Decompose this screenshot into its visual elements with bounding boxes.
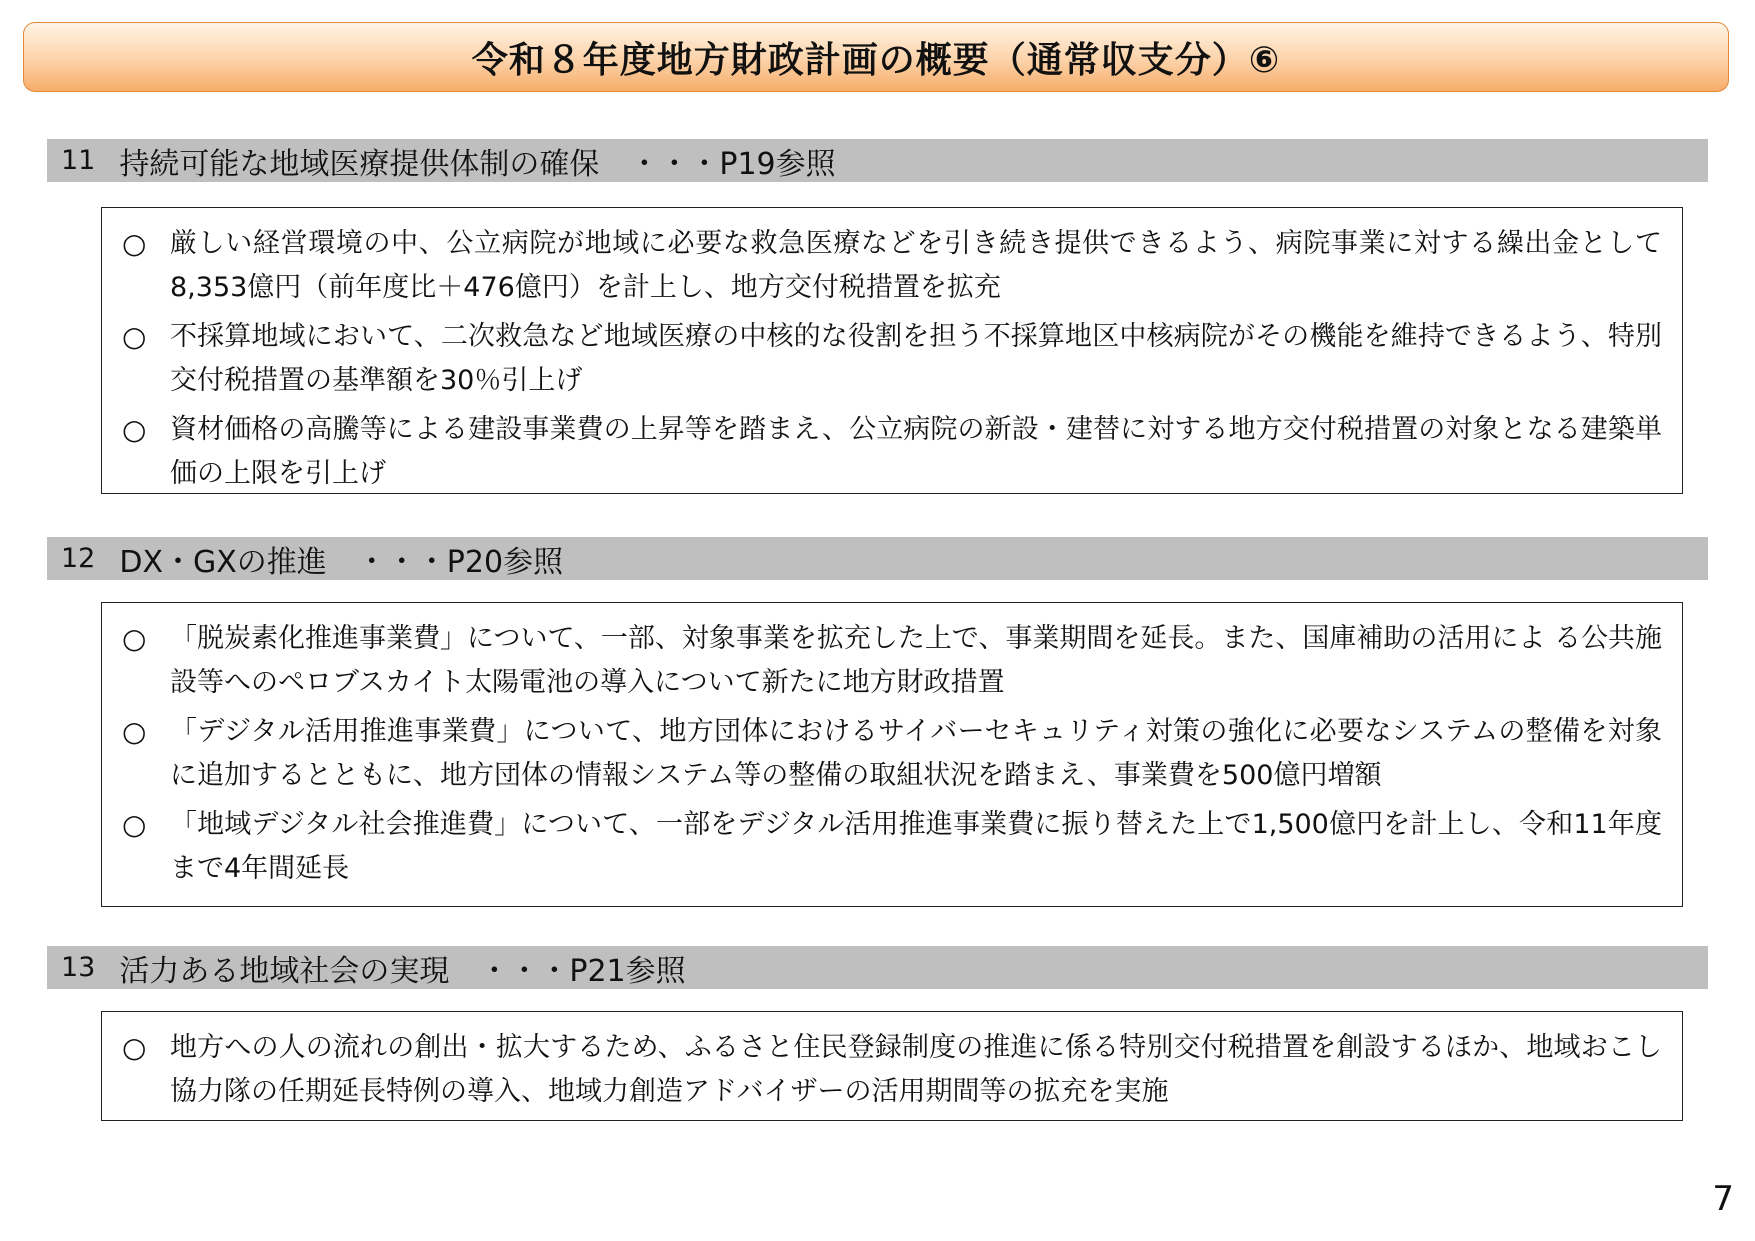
list-item-text: 資材価格の高騰等による建設事業費の上昇等を踏まえ、公立病院の新設・建替に対する地方交付税措置の対象となる建築単価の上限を引上げ — [170, 414, 1662, 489]
list-item-text: 「脱炭素化推進事業費」について、一部、対象事業を拡充した上で、事業期間を延長。また、国庫補助の活用によ る公共施設等へのペロブスカイト太陽電池の導入について新たに地方財政措置 — [170, 623, 1662, 698]
list-item-text: 厳しい経営環境の中、公立病院が地域に必要な救急医療などを引き続き提供できるよう、病院事業に対する繰出金として8,353億円（前年度比＋476億円）を計上し、地方交付税措置を拡充 — [170, 228, 1662, 303]
list-item — [122, 617, 1662, 705]
section-number: 12 — [61, 543, 96, 574]
circle-bullet-icon: ○ — [122, 808, 147, 841]
section-number: 13 — [61, 952, 96, 983]
section-box-12 — [101, 602, 1683, 907]
page-title: 令和８年度地方財政計画の概要（通常収支分）⑥ — [471, 39, 1281, 81]
list-item — [122, 222, 1662, 310]
section-box-13 — [101, 1011, 1683, 1121]
circle-bullet-icon: ○ — [122, 1031, 147, 1064]
circle-bullet-icon: ○ — [122, 413, 147, 446]
circle-bullet-icon: ○ — [122, 715, 147, 748]
section-heading: 持続可能な地域医療提供体制の確保 ・・・P19参照 — [119, 146, 836, 182]
section-number: 11 — [61, 145, 96, 176]
circle-bullet-icon: ○ — [122, 227, 147, 260]
list-item — [122, 315, 1662, 403]
page-number: 7 — [1712, 1179, 1734, 1219]
list-item-text: 「デジタル活用推進事業費」について、地方団体におけるサイバーセキュリティ対策の強化に必要なシステムの整備を対象に追加するとともに、地方団体の情報システム等の整備の取組状況を踏まえ、事業費を500億円増額 — [170, 716, 1662, 791]
list-item-text: 「地域デジタル社会推進費」について、一部をデジタル活用推進事業費に振り替えた上で1,500億円を計上し、令和11年度まで4年間延長 — [170, 809, 1662, 884]
list-item — [122, 408, 1662, 496]
section-heading: 活力ある地域社会の実現 ・・・P21参照 — [119, 953, 686, 989]
section-box-11 — [101, 207, 1683, 494]
section-heading: DX・GXの推進 ・・・P20参照 — [119, 544, 564, 580]
list-item — [122, 710, 1662, 798]
list-item — [122, 1026, 1662, 1114]
circle-bullet-icon: ○ — [122, 622, 147, 655]
section-header-11 — [47, 139, 1708, 182]
list-item — [122, 803, 1662, 891]
list-item-text: 不採算地域において、二次救急など地域医療の中核的な役割を担う不採算地区中核病院がその機能を維持できるよう、特別交付税措置の基準額を30％引上げ — [170, 321, 1662, 396]
list-item-text: 地方への人の流れの創出・拡大するため、ふるさと住民登録制度の推進に係る特別交付税措置を創設するほか、地域おこし協力隊の任期延長特例の導入、地域力創造アドバイザーの活用期間等の拡充を実施 — [170, 1032, 1662, 1107]
circle-bullet-icon: ○ — [122, 320, 147, 353]
section-header-13 — [47, 946, 1708, 989]
title-banner — [23, 22, 1729, 92]
section-header-12 — [47, 537, 1708, 580]
